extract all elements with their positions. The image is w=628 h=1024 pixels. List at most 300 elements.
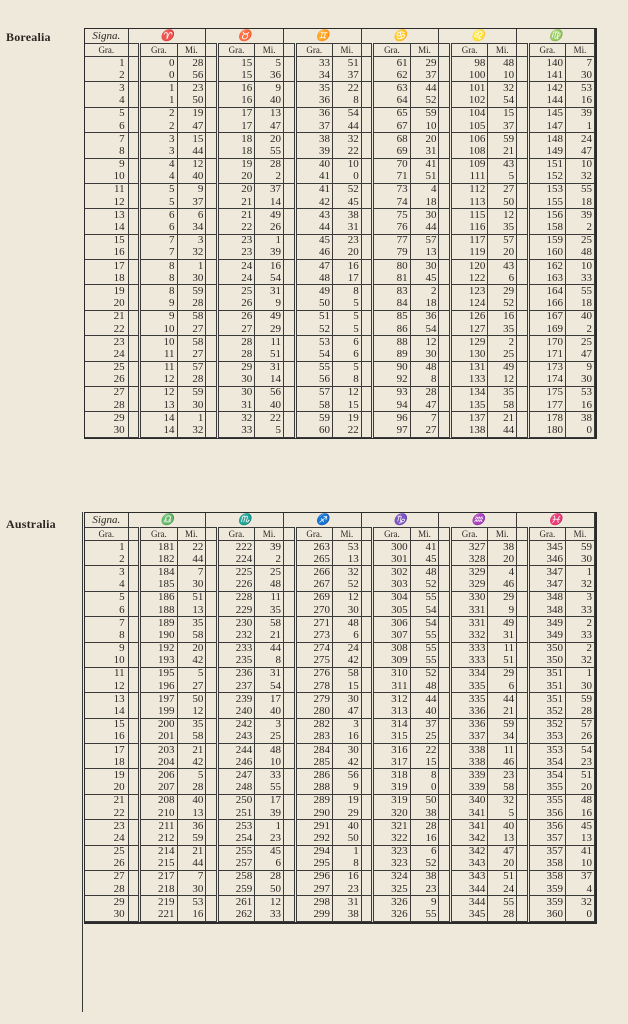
column-divider	[284, 183, 296, 196]
degree-value: 2	[140, 120, 177, 133]
column-divider	[284, 629, 296, 642]
minute-value: 29	[410, 57, 439, 70]
column-divider	[517, 260, 529, 273]
table-row	[85, 870, 595, 883]
column-divider	[284, 272, 296, 285]
minute-value: 37	[177, 196, 206, 209]
column-divider	[206, 323, 218, 336]
minute-value: 45	[566, 820, 595, 833]
degree-value: 308	[373, 642, 410, 655]
degree-value: 26	[217, 298, 254, 311]
degree-value: 119	[450, 247, 487, 260]
minute-value: 16	[255, 260, 284, 273]
column-divider	[361, 908, 373, 921]
degree-value: 64	[373, 95, 410, 108]
degree-value: 2	[140, 107, 177, 120]
degree-value: 355	[528, 782, 565, 795]
minute-value: 39	[255, 807, 284, 820]
column-divider	[128, 782, 140, 795]
degree-value: 251	[217, 807, 254, 820]
minute-value: 30	[410, 209, 439, 222]
degree-value: 112	[450, 183, 487, 196]
degree-value: 142	[528, 82, 565, 95]
column-divider	[284, 247, 296, 260]
degree-value: 117	[450, 234, 487, 247]
day-number: 27	[85, 386, 128, 399]
degree-value: 156	[528, 209, 565, 222]
minute-value: 30	[566, 680, 595, 693]
column-divider	[206, 896, 218, 909]
minute-value: 47	[177, 120, 206, 133]
degree-value: 162	[528, 260, 565, 273]
minute-value: 30	[177, 272, 206, 285]
gra-header: Gra.	[85, 44, 128, 57]
minute-value: 32	[566, 171, 595, 184]
minute-value: 4	[410, 183, 439, 196]
minute-value: 59	[566, 541, 595, 554]
degree-value: 356	[528, 807, 565, 820]
minute-value: 29	[488, 591, 517, 604]
minute-value: 32	[177, 247, 206, 260]
minute-value: 13	[410, 247, 439, 260]
column-divider	[517, 158, 529, 171]
degree-value: 111	[450, 171, 487, 184]
degree-value: 53	[295, 336, 332, 349]
minute-value: 47	[566, 348, 595, 361]
column-divider	[128, 617, 140, 630]
degree-value: 305	[373, 604, 410, 617]
column-divider	[517, 183, 529, 196]
degree-value: 61	[373, 57, 410, 70]
column-divider	[128, 336, 140, 349]
minute-value: 57	[410, 234, 439, 247]
degree-value: 351	[528, 693, 565, 706]
minute-value: 40	[410, 705, 439, 718]
minute-value: 50	[332, 832, 361, 845]
degree-value: 42	[295, 196, 332, 209]
degree-value: 269	[295, 591, 332, 604]
zodiac-sign-icon: ♓	[517, 513, 595, 528]
column-divider	[206, 133, 218, 146]
column-divider	[128, 845, 140, 858]
column-divider	[517, 832, 529, 845]
column-divider	[284, 541, 296, 554]
australia-label: Australia	[6, 517, 56, 531]
degree-value: 92	[373, 374, 410, 387]
degree-value: 244	[217, 744, 254, 757]
column-divider	[284, 260, 296, 273]
minute-value: 30	[410, 260, 439, 273]
minute-value: 20	[488, 247, 517, 260]
column-divider	[284, 44, 296, 57]
degree-value: 263	[295, 541, 332, 554]
minute-value: 28	[255, 870, 284, 883]
day-number: 19	[85, 285, 128, 298]
degree-value: 328	[450, 553, 487, 566]
degree-value: 329	[450, 579, 487, 592]
degree-value: 323	[373, 845, 410, 858]
column-divider	[128, 908, 140, 921]
degree-value: 160	[528, 247, 565, 260]
degree-value: 94	[373, 399, 410, 412]
column-divider	[517, 399, 529, 412]
degree-value: 301	[373, 553, 410, 566]
degree-value: 299	[295, 908, 332, 921]
day-number: 14	[85, 705, 128, 718]
column-divider	[517, 412, 529, 425]
minute-value: 8	[332, 374, 361, 387]
degree-value: 1	[140, 95, 177, 108]
minute-value: 16	[566, 95, 595, 108]
column-divider	[439, 807, 451, 820]
minute-value: 52	[488, 298, 517, 311]
column-divider	[439, 336, 451, 349]
minute-value: 12	[255, 896, 284, 909]
degree-value: 127	[450, 323, 487, 336]
degree-value: 230	[217, 617, 254, 630]
column-divider	[439, 95, 451, 108]
column-divider	[206, 95, 218, 108]
degree-value: 235	[217, 655, 254, 668]
minute-value: 5	[255, 424, 284, 437]
column-divider	[439, 769, 451, 782]
minute-value: 28	[566, 705, 595, 718]
minute-value: 3	[332, 718, 361, 731]
degree-value: 144	[528, 95, 565, 108]
column-divider	[284, 667, 296, 680]
column-divider	[439, 908, 451, 921]
minute-value: 47	[255, 120, 284, 133]
column-divider	[517, 756, 529, 769]
table-row	[85, 655, 595, 668]
degree-value: 12	[140, 374, 177, 387]
column-divider	[128, 272, 140, 285]
column-divider	[439, 234, 451, 247]
minute-value: 10	[255, 756, 284, 769]
mi-header: Mi.	[332, 44, 361, 57]
column-divider	[517, 680, 529, 693]
degree-value: 7	[140, 247, 177, 260]
degree-value: 163	[528, 272, 565, 285]
minute-value: 59	[177, 386, 206, 399]
minute-value: 16	[566, 399, 595, 412]
degree-value: 310	[373, 667, 410, 680]
column-divider	[284, 744, 296, 757]
minute-value: 53	[332, 541, 361, 554]
day-number: 1	[85, 541, 128, 554]
column-divider	[128, 794, 140, 807]
minute-value: 30	[177, 399, 206, 412]
mi-header: Mi.	[177, 44, 206, 57]
minute-value: 30	[566, 553, 595, 566]
degree-value: 51	[295, 310, 332, 323]
degree-value: 52	[295, 323, 332, 336]
column-divider	[128, 183, 140, 196]
column-divider	[517, 870, 529, 883]
day-number: 9	[85, 158, 128, 171]
column-divider	[361, 845, 373, 858]
minute-value: 28	[410, 386, 439, 399]
degree-value: 292	[295, 832, 332, 845]
minute-value: 28	[410, 820, 439, 833]
minute-value: 28	[177, 782, 206, 795]
minute-value: 48	[488, 57, 517, 70]
degree-value: 311	[373, 680, 410, 693]
column-divider	[206, 196, 218, 209]
minute-value: 6	[255, 858, 284, 871]
minute-value: 15	[332, 680, 361, 693]
table-row	[85, 336, 595, 349]
minute-value: 44	[332, 120, 361, 133]
minute-value: 33	[255, 769, 284, 782]
gra-header: Gra.	[450, 528, 487, 541]
minute-value: 52	[410, 667, 439, 680]
column-divider	[284, 680, 296, 693]
table-row	[85, 604, 595, 617]
table-row	[85, 667, 595, 680]
column-divider	[128, 399, 140, 412]
minute-value: 3	[177, 234, 206, 247]
day-number: 21	[85, 310, 128, 323]
minute-value: 39	[566, 209, 595, 222]
minute-value: 52	[332, 183, 361, 196]
column-divider	[361, 399, 373, 412]
column-divider	[206, 145, 218, 158]
degree-value: 15	[217, 57, 254, 70]
degree-value: 46	[295, 247, 332, 260]
degree-value: 101	[450, 82, 487, 95]
column-divider	[439, 794, 451, 807]
degree-value: 43	[295, 209, 332, 222]
degree-value: 58	[295, 399, 332, 412]
degree-value: 85	[373, 310, 410, 323]
column-divider	[284, 858, 296, 871]
degree-value: 57	[295, 386, 332, 399]
day-number: 16	[85, 731, 128, 744]
column-divider	[284, 883, 296, 896]
column-divider	[517, 234, 529, 247]
column-divider	[517, 845, 529, 858]
minute-value: 40	[488, 820, 517, 833]
degree-value: 353	[528, 731, 565, 744]
minute-value: 10	[410, 120, 439, 133]
table-row	[85, 845, 595, 858]
degree-value: 339	[450, 782, 487, 795]
minute-value: 5	[488, 807, 517, 820]
minute-value: 56	[177, 69, 206, 82]
degree-value: 294	[295, 845, 332, 858]
degree-value: 332	[450, 629, 487, 642]
minute-value: 42	[332, 655, 361, 668]
column-divider	[206, 310, 218, 323]
column-divider	[361, 794, 373, 807]
gra-header: Gra.	[528, 528, 565, 541]
column-divider	[439, 655, 451, 668]
minute-value: 22	[332, 145, 361, 158]
table-row	[85, 348, 595, 361]
minute-value: 17	[332, 272, 361, 285]
degree-value: 346	[528, 553, 565, 566]
minute-value: 13	[177, 604, 206, 617]
minute-value: 32	[566, 896, 595, 909]
degree-value: 290	[295, 807, 332, 820]
column-divider	[128, 221, 140, 234]
column-divider	[284, 348, 296, 361]
minute-value: 8	[410, 769, 439, 782]
table-row	[85, 374, 595, 387]
minute-value: 51	[488, 870, 517, 883]
minute-value: 5	[177, 769, 206, 782]
minute-value: 45	[255, 845, 284, 858]
minute-value: 42	[177, 756, 206, 769]
table-row	[85, 680, 595, 693]
day-number: 5	[85, 107, 128, 120]
degree-value: 289	[295, 794, 332, 807]
minute-value: 55	[410, 591, 439, 604]
column-divider	[128, 82, 140, 95]
degree-value: 18	[217, 145, 254, 158]
minute-value: 23	[332, 883, 361, 896]
minute-value: 55	[566, 183, 595, 196]
degree-value: 141	[528, 69, 565, 82]
minute-value: 32	[332, 566, 361, 579]
minute-value: 57	[177, 361, 206, 374]
degree-value: 39	[295, 145, 332, 158]
day-number: 30	[85, 424, 128, 437]
minute-value: 4	[488, 566, 517, 579]
column-divider	[439, 82, 451, 95]
minute-value: 28	[177, 298, 206, 311]
column-divider	[206, 731, 218, 744]
degree-value: 21	[217, 196, 254, 209]
gra-header: Gra.	[295, 528, 332, 541]
minute-value: 59	[177, 285, 206, 298]
degree-value: 48	[295, 272, 332, 285]
degree-value: 326	[373, 908, 410, 921]
day-number: 26	[85, 858, 128, 871]
minute-value: 9	[332, 782, 361, 795]
gra-header: Gra.	[528, 44, 565, 57]
minute-value: 5	[332, 323, 361, 336]
degree-value: 302	[373, 566, 410, 579]
minute-value: 4	[566, 883, 595, 896]
minute-value: 1	[332, 845, 361, 858]
degree-value: 203	[140, 744, 177, 757]
degree-value: 324	[373, 870, 410, 883]
degree-value: 175	[528, 386, 565, 399]
minute-value: 27	[177, 323, 206, 336]
minute-value: 48	[410, 361, 439, 374]
column-divider	[361, 183, 373, 196]
degree-value: 1	[140, 82, 177, 95]
day-number: 11	[85, 667, 128, 680]
column-divider	[361, 604, 373, 617]
minute-value: 29	[488, 667, 517, 680]
minute-value: 2	[410, 285, 439, 298]
degree-value: 296	[295, 870, 332, 883]
degree-value: 93	[373, 386, 410, 399]
column-divider	[517, 107, 529, 120]
minute-value: 30	[332, 744, 361, 757]
column-divider	[517, 896, 529, 909]
column-divider	[128, 667, 140, 680]
zodiac-sign-icon: ♒	[439, 513, 517, 528]
minute-value: 5	[177, 667, 206, 680]
column-divider	[128, 858, 140, 871]
column-divider	[517, 718, 529, 731]
minute-value: 33	[566, 272, 595, 285]
minute-value: 20	[332, 247, 361, 260]
table-row	[85, 310, 595, 323]
degree-value: 254	[217, 832, 254, 845]
minute-value: 10	[488, 69, 517, 82]
degree-value: 336	[450, 718, 487, 731]
table-row	[85, 782, 595, 795]
borealia-grid	[85, 29, 595, 438]
day-number: 15	[85, 234, 128, 247]
degree-value: 133	[450, 374, 487, 387]
degree-value: 350	[528, 655, 565, 668]
column-divider	[128, 196, 140, 209]
degree-value: 357	[528, 845, 565, 858]
minute-value: 57	[488, 234, 517, 247]
column-divider	[206, 285, 218, 298]
minute-value: 28	[255, 158, 284, 171]
day-number: 21	[85, 794, 128, 807]
minute-value: 7	[566, 57, 595, 70]
column-divider	[284, 399, 296, 412]
minute-value: 9	[410, 896, 439, 909]
minute-value: 44	[410, 693, 439, 706]
column-divider	[128, 553, 140, 566]
column-divider	[284, 782, 296, 795]
column-divider	[206, 171, 218, 184]
degree-value: 348	[528, 591, 565, 604]
minute-value: 41	[566, 845, 595, 858]
degree-value: 291	[295, 820, 332, 833]
degree-value: 6	[140, 221, 177, 234]
degree-value: 180	[528, 424, 565, 437]
column-divider	[284, 579, 296, 592]
degree-value: 233	[217, 642, 254, 655]
gra-header: Gra.	[373, 528, 410, 541]
column-divider	[517, 310, 529, 323]
column-divider	[128, 629, 140, 642]
mi-header: Mi.	[332, 528, 361, 541]
column-divider	[284, 424, 296, 437]
table-row	[85, 361, 595, 374]
column-divider	[128, 693, 140, 706]
minute-value: 13	[332, 553, 361, 566]
column-divider	[439, 667, 451, 680]
column-divider	[284, 298, 296, 311]
column-divider	[284, 82, 296, 95]
gra-header: Gra.	[373, 44, 410, 57]
minute-value: 19	[332, 794, 361, 807]
column-divider	[206, 361, 218, 374]
minute-value: 18	[410, 298, 439, 311]
degree-value: 341	[450, 820, 487, 833]
minute-value: 5	[332, 361, 361, 374]
degree-value: 190	[140, 629, 177, 642]
minute-value: 31	[410, 145, 439, 158]
minute-value: 31	[255, 667, 284, 680]
degree-value: 214	[140, 845, 177, 858]
column-divider	[361, 617, 373, 630]
column-divider	[206, 386, 218, 399]
minute-value: 34	[488, 731, 517, 744]
column-divider	[206, 107, 218, 120]
